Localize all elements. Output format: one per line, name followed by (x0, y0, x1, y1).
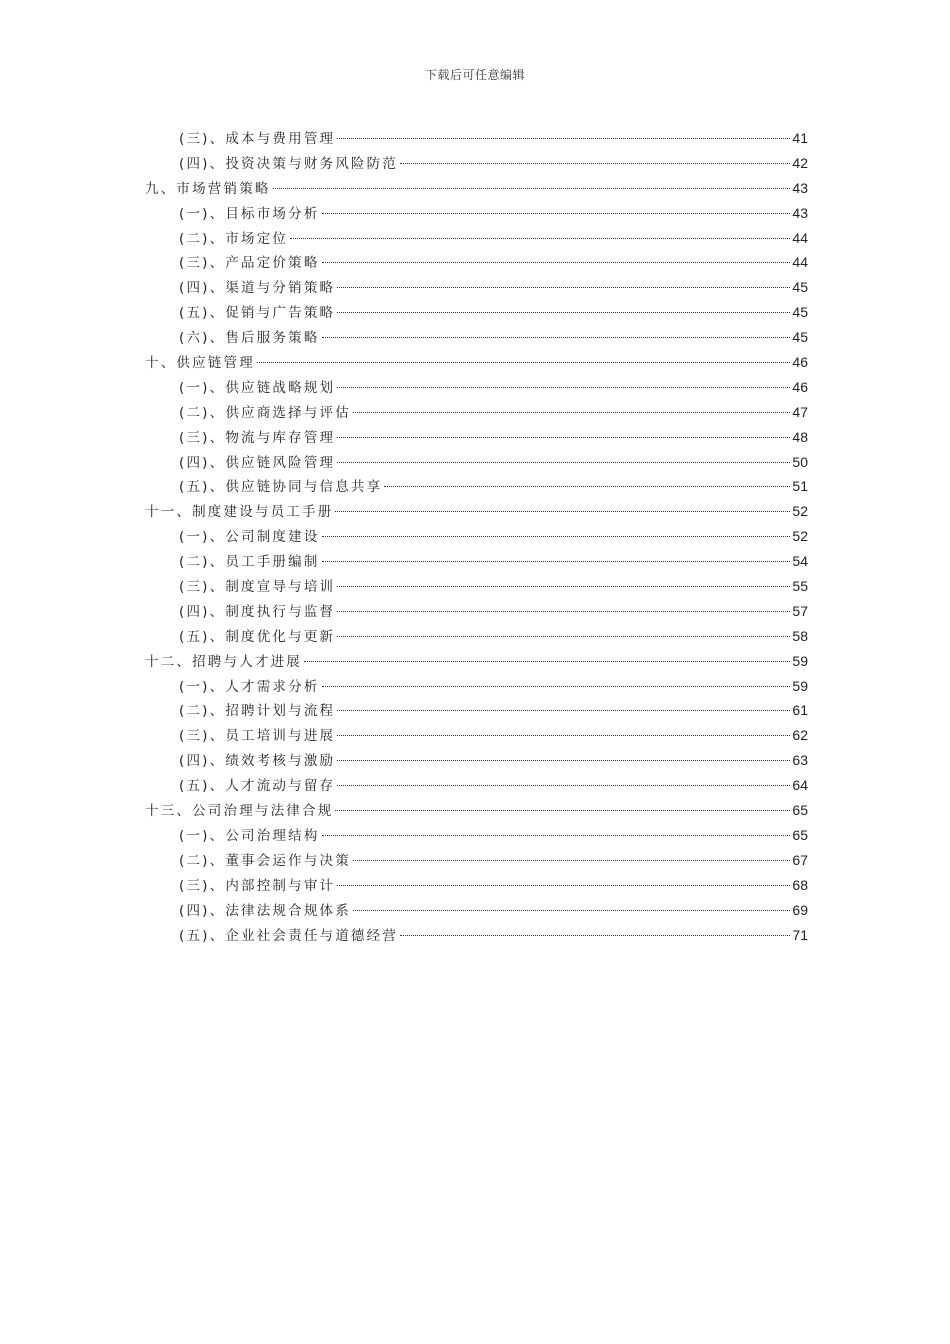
toc-entry-page-number: 47 (792, 403, 808, 420)
toc-dot-leader (384, 486, 790, 487)
toc-section-entry[interactable] (145, 151, 808, 176)
toc-entry-title: (五)、制度优化与更新 (179, 628, 336, 645)
toc-entry-title: 十、供应链管理 (145, 355, 255, 372)
toc-dot-leader (353, 910, 790, 911)
toc-section-entry[interactable] (145, 524, 808, 549)
toc-section-entry[interactable] (145, 698, 808, 723)
toc-entry-page-number: 44 (792, 229, 808, 246)
toc-section-entry[interactable] (145, 400, 808, 425)
toc-section-entry[interactable] (145, 599, 808, 624)
toc-dot-leader (400, 935, 790, 936)
toc-entry-title: (二)、供应商选择与评估 (179, 404, 351, 421)
toc-dot-leader (337, 885, 790, 886)
toc-dot-leader (322, 835, 791, 836)
toc-section-entry[interactable] (145, 748, 808, 773)
toc-entry-page-number: 65 (792, 802, 808, 819)
toc-entry-title: (四)、渠道与分销策略 (179, 280, 336, 297)
toc-entry-title: (五)、供应链协同与信息共享 (179, 479, 383, 496)
toc-entry-page-number: 54 (792, 553, 808, 570)
toc-dot-leader (322, 262, 791, 263)
toc-dot-leader (337, 287, 790, 288)
toc-dot-leader (337, 611, 790, 612)
toc-dot-leader (335, 511, 790, 512)
toc-dot-leader (337, 138, 790, 139)
toc-entry-title: (五)、人才流动与留存 (179, 778, 336, 795)
toc-entry-page-number: 46 (792, 354, 808, 371)
toc-dot-leader (337, 586, 790, 587)
toc-section-entry[interactable] (145, 898, 808, 923)
toc-dot-leader (337, 462, 790, 463)
toc-section-entry[interactable] (145, 275, 808, 300)
toc-entry-title: 十一、制度建设与员工手册 (145, 504, 334, 521)
toc-entry-page-number: 71 (792, 926, 808, 943)
toc-entry-title: (二)、员工手册编制 (179, 554, 320, 571)
toc-entry-page-number: 59 (792, 652, 808, 669)
toc-section-entry[interactable] (145, 425, 808, 450)
toc-entry-title: 九、市场营销策略 (145, 180, 271, 197)
toc-section-entry[interactable] (145, 226, 808, 251)
toc-dot-leader (353, 412, 790, 413)
toc-entry-page-number: 67 (792, 851, 808, 868)
toc-entry-page-number: 41 (792, 130, 808, 146)
toc-section-entry[interactable] (145, 549, 808, 574)
toc-dot-leader (337, 387, 790, 388)
toc-entry-page-number: 46 (792, 378, 808, 395)
toc-section-entry[interactable] (145, 325, 808, 350)
toc-entry-page-number: 58 (792, 627, 808, 644)
toc-entry-title: (四)、供应链风险管理 (179, 454, 336, 471)
toc-section-entry[interactable] (145, 773, 808, 798)
toc-dot-leader (337, 760, 790, 761)
toc-entry-title: (四)、法律法规合规体系 (179, 902, 351, 919)
toc-dot-leader (322, 337, 791, 338)
toc-entry-title: (一)、公司治理结构 (179, 827, 320, 844)
toc-dot-leader (322, 536, 791, 537)
toc-chapter-entry[interactable] (145, 649, 808, 674)
toc-entry-page-number: 50 (792, 453, 808, 470)
toc-entry-page-number: 55 (792, 578, 808, 595)
toc-entry-page-number: 69 (792, 901, 808, 918)
toc-dot-leader (353, 860, 790, 861)
toc-entry-title: (一)、供应链战略规划 (179, 379, 336, 396)
toc-entry-title: (六)、售后服务策略 (179, 330, 320, 347)
toc-entry-page-number: 43 (792, 204, 808, 221)
toc-dot-leader (337, 785, 790, 786)
toc-section-entry[interactable] (145, 201, 808, 226)
toc-dot-leader (304, 661, 790, 662)
toc-entry-title: (二)、招聘计划与流程 (179, 703, 336, 720)
toc-entry-page-number: 59 (792, 677, 808, 694)
toc-entry-page-number: 68 (792, 876, 808, 893)
toc-entry-page-number: 42 (792, 154, 808, 171)
toc-entry-title: (二)、市场定位 (179, 230, 289, 247)
toc-section-entry[interactable] (145, 674, 808, 699)
toc-entry-title: (一)、公司制度建设 (179, 529, 320, 546)
toc-section-entry[interactable] (145, 375, 808, 400)
toc-entry-page-number: 45 (792, 329, 808, 346)
toc-entry-title: (三)、制度宣导与培训 (179, 579, 336, 596)
toc-dot-leader (400, 163, 790, 164)
toc-entry-title: (四)、制度执行与监督 (179, 603, 336, 620)
toc-section-entry[interactable] (145, 723, 808, 748)
toc-section-entry[interactable] (145, 848, 808, 873)
toc-entry-page-number: 64 (792, 777, 808, 794)
toc-chapter-entry[interactable] (145, 499, 808, 524)
toc-section-entry[interactable] (145, 126, 808, 151)
toc-entry-page-number: 43 (792, 179, 808, 196)
toc-chapter-entry[interactable] (145, 176, 808, 201)
toc-entry-page-number: 48 (792, 428, 808, 445)
toc-section-entry[interactable] (145, 823, 808, 848)
toc-entry-title: 十三、公司治理与法律合规 (145, 803, 334, 820)
toc-section-entry[interactable] (145, 474, 808, 499)
toc-section-entry[interactable] (145, 450, 808, 475)
toc-entry-title: (三)、成本与费用管理 (179, 131, 336, 147)
toc-dot-leader (322, 686, 791, 687)
toc-entry-page-number: 51 (792, 478, 808, 495)
toc-entry-title: (五)、促销与广告策略 (179, 305, 336, 322)
toc-chapter-entry[interactable] (145, 350, 808, 375)
toc-dot-leader (273, 188, 791, 189)
toc-entry-title: (三)、物流与库存管理 (179, 429, 336, 446)
toc-entry-page-number: 45 (792, 304, 808, 321)
toc-entry-title: (二)、董事会运作与决策 (179, 852, 351, 869)
toc-dot-leader (337, 312, 790, 313)
toc-entry-page-number: 65 (792, 826, 808, 843)
toc-dot-leader (257, 362, 791, 363)
toc-entry-title: (四)、投资决策与财务风险防范 (179, 155, 399, 172)
toc-section-entry[interactable] (145, 574, 808, 599)
toc-entry-page-number: 52 (792, 503, 808, 520)
toc-dot-leader (337, 636, 790, 637)
toc-section-entry[interactable] (145, 923, 808, 948)
toc-entry-title: (四)、绩效考核与激励 (179, 753, 336, 770)
toc-section-entry[interactable] (145, 250, 808, 275)
toc-entry-title: (一)、人才需求分析 (179, 678, 320, 695)
toc-entry-title: (三)、内部控制与审计 (179, 877, 336, 894)
toc-dot-leader (337, 735, 790, 736)
toc-entry-title: 十二、招聘与人才进展 (145, 653, 302, 670)
toc-dot-leader (337, 437, 790, 438)
toc-section-entry[interactable] (145, 873, 808, 898)
toc-entry-page-number: 44 (792, 254, 808, 271)
toc-entry-title: (三)、员工培训与进展 (179, 728, 336, 745)
toc-entry-page-number: 45 (792, 279, 808, 296)
toc-entry-title: (一)、目标市场分析 (179, 205, 320, 222)
toc-section-entry[interactable] (145, 624, 808, 649)
toc-entry-title: (三)、产品定价策略 (179, 255, 320, 272)
toc-entry-page-number: 63 (792, 752, 808, 769)
table-of-contents (145, 126, 808, 947)
toc-dot-leader (322, 213, 791, 214)
toc-entry-page-number: 62 (792, 727, 808, 744)
toc-entry-title: (五)、企业社会责任与道德经营 (179, 927, 399, 944)
toc-chapter-entry[interactable] (145, 798, 808, 823)
toc-dot-leader (337, 710, 790, 711)
toc-entry-page-number: 61 (792, 702, 808, 719)
toc-entry-page-number: 52 (792, 528, 808, 545)
toc-section-entry[interactable] (145, 300, 808, 325)
toc-dot-leader (322, 561, 791, 562)
toc-entry-page-number: 57 (792, 602, 808, 619)
toc-dot-leader (290, 238, 790, 239)
page-header: 下载后可任意编辑 (424, 68, 525, 82)
toc-dot-leader (335, 810, 790, 811)
